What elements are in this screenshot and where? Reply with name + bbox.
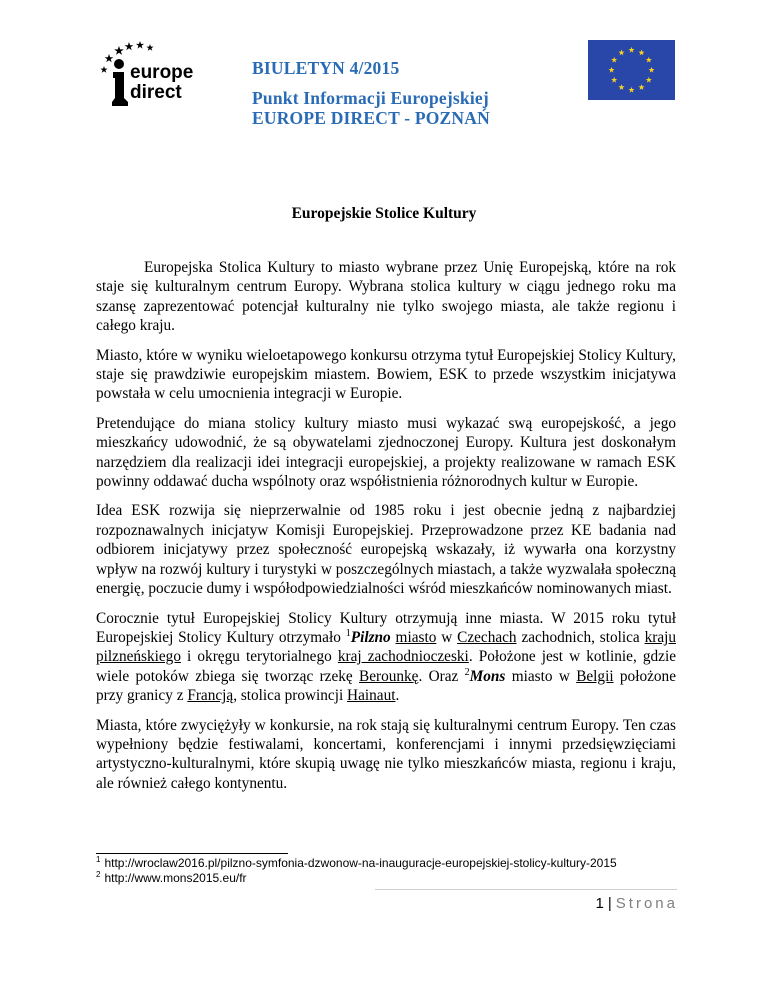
link-francja[interactable]: Francją — [187, 687, 234, 705]
mons-name: Mons — [469, 667, 506, 685]
p5-text-a: Corocznie tytuł Europejskiej Stolicy Kultury otrzymują inne miasta. W 2015 roku tytuł Europejskiej Stolicy Kultury otrzymało — [96, 609, 676, 646]
logo-text-direct: direct — [130, 82, 182, 103]
eu-star-icon — [638, 84, 644, 90]
page-label: Strona — [615, 895, 678, 912]
eu-star-icon — [638, 49, 644, 55]
eu-star-icon — [646, 57, 652, 63]
pilzno-name: Pilzno — [350, 628, 391, 646]
paragraph-5 — [96, 609, 676, 706]
footnote-divider — [96, 853, 288, 854]
p5-text-i: . — [395, 687, 400, 705]
logo-text-europe: europe — [130, 62, 194, 83]
paragraph-3: Pretendujące do miana stolicy kultury miasto musi wykazać swą europejskość, a jego mieszkańcy udowodnić, że są obywatelami zjednoczonej Europy. Kultura jest doskonałym narzędziem dla realizacji idei integracji europejskiej, a projekty realizowane w ramach ESK powinny oddawać ducha wspólnoty oraz współistnienia różnorodnych kultur w Europie. — [96, 414, 676, 491]
p5-text-b: zachodnich, stolica — [516, 628, 645, 646]
eu-star-icon — [611, 77, 617, 83]
link-kraj-pilznenski[interactable]: kraju pilzneńskiego — [96, 628, 677, 666]
link-hainaut[interactable]: Hainaut — [347, 687, 396, 705]
link-czechach[interactable]: Czechach — [457, 628, 517, 646]
page-separator: | — [607, 895, 612, 912]
p5-text-g: położone przy granicy z — [96, 667, 676, 705]
eu-star-icon — [648, 67, 654, 73]
link-belgii[interactable]: Belgii — [576, 667, 614, 685]
footnote-url[interactable]: http://wroclaw2016.pl/pilzno-symfonia-dzwonow-na-inauguracje-europejskiej-stolicy-kultury-2015 — [104, 856, 617, 870]
p5-text-w: w — [436, 628, 458, 646]
p5-text-e: . Oraz — [418, 667, 465, 685]
eu-flag-stars — [588, 40, 675, 100]
office-title: Punkt Informacji Europejskiej — [252, 88, 489, 108]
paragraph-1: Europejska Stolica Kultury to miasto wybrane przez Unię Europejską, które na rok staje się kulturalnym centrum Europy. Wybrana stolica kultury w ciągu jednego roku ma szansę zaprezentować potencjał kulturalny nie tylko swojego miasta, ale także regionu i całego kraju. — [96, 259, 676, 335]
link-miasto[interactable]: miasto — [395, 628, 437, 646]
eu-star-icon — [628, 87, 634, 93]
p5-text-h: , stolica prowincji — [233, 687, 348, 705]
europe-direct-logo — [95, 40, 205, 110]
page-number — [596, 895, 678, 912]
footnotes — [96, 856, 617, 886]
p5-text-c: i okręgu terytorialnego — [180, 648, 338, 666]
footnote-number: 2 — [96, 870, 101, 879]
paragraph-2: Miasto, które w wyniku wieloetapowego konkursu otrzyma tytuł Europejskiej Stolicy Kultury, staje się prawdziwie europejskim miastem. Bowiem, ESK to przede wszystkim inicjatywa powstała w celu umocnienia integracji w Europie. — [96, 346, 676, 403]
link-berounka[interactable]: Berounkę — [359, 667, 419, 685]
p5-text-d: . Położone jest w kotlinie, gdzie wiele potoków zbiega się tworząc rzekę — [96, 648, 676, 685]
eu-star-icon — [608, 67, 614, 73]
bulletin-title: BIULETYN 4/2015 — [252, 58, 400, 78]
eu-star-icon — [618, 49, 624, 55]
eu-star-icon — [628, 47, 634, 53]
office-city: EUROPE DIRECT - POZNAŃ — [252, 108, 490, 128]
footnote-ref-1[interactable]: 1 — [345, 627, 351, 639]
eu-star-icon — [611, 57, 617, 63]
footnote-ref-2[interactable]: 2 — [464, 666, 470, 678]
link-kraj-zachodnioczeski[interactable]: kraj zachodnioczeski — [337, 648, 469, 666]
footnote-number: 1 — [96, 855, 101, 864]
footnote-url[interactable]: http://www.mons2015.eu/fr — [104, 871, 247, 885]
footnote-2 — [96, 871, 617, 886]
paragraph-4: Idea ESK rozwija się nieprzerwalnie od 1985 roku i jest obecnie jedną z najbardziej rozpoznawalnych inicjatyw Komisji Europejskiej. Przeprowadzone przez KE badania nad odbiorem inicjatywy przez społeczność europejską wskazały, iż wywarła ona korzystny wpływ na rozwój kultury i turystyki w poszczególnych miastach, a także wyzwalała społeczną energię, poczucie dumy i współodpowiedzialności wśród mieszkańców nominowanych miast. — [96, 502, 676, 598]
footnote-1 — [96, 856, 617, 871]
p5-text-f: miasto w — [505, 667, 577, 685]
eu-flag — [588, 40, 675, 100]
article-body — [96, 258, 676, 803]
eu-star-icon — [618, 84, 624, 90]
article-title: Europejskie Stolice Kultury — [291, 205, 477, 222]
eu-star-icon — [646, 77, 652, 83]
page-footer-divider — [375, 889, 677, 890]
page-number-value: 1 — [595, 895, 604, 912]
paragraph-6: Miasta, które zwyciężyły w konkursie, na rok stają się kulturalnymi centrum Europy. Ten czas wypełniony będzie festiwalami, koncertami, konferencjami i innymi przedsięwzięciami artystyczno-kulturalnymi, które skupią uwagę nie tylko mieszkańców miasta, regionu i kraju, ale również całego kontynentu. — [96, 716, 676, 792]
